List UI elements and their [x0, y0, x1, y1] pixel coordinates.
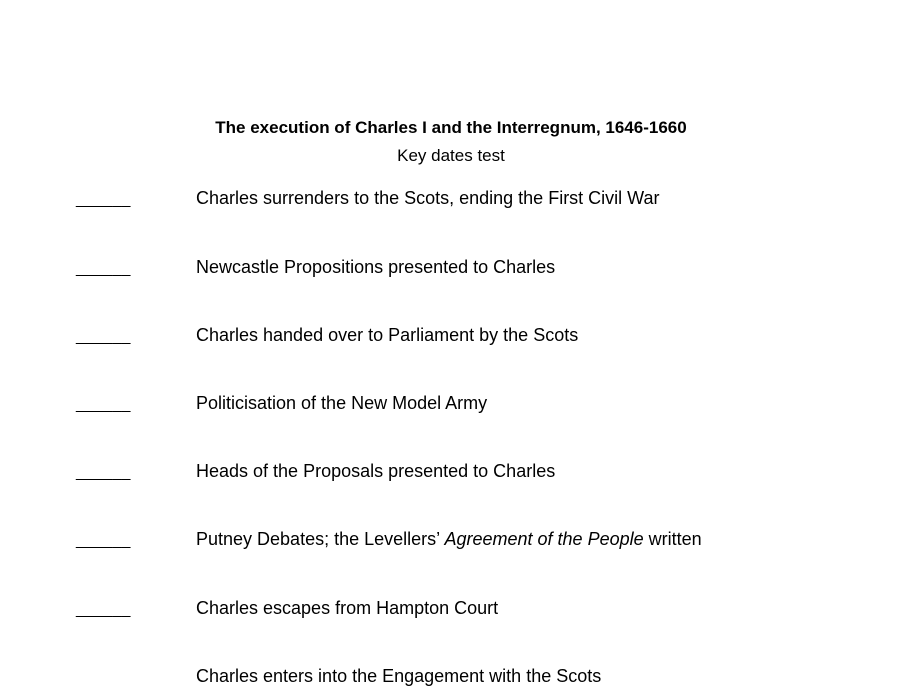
list-item — [0, 323, 902, 347]
item-text-before: Putney Debates; the Levellers’ — [196, 529, 445, 549]
item-text: Newcastle Propositions presented to Charles — [196, 257, 556, 277]
item-text-after: written — [643, 529, 702, 549]
answer-blank[interactable]: ______ — [76, 396, 131, 413]
list-item — [0, 664, 902, 688]
list-item — [0, 186, 902, 210]
list-item — [0, 459, 902, 483]
item-text: Charles handed over to Parliament by the Scots — [196, 325, 579, 345]
item-text: Heads of the Proposals presented to Charles — [196, 461, 556, 481]
item-text: Politicisation of the New Model Army — [196, 393, 488, 413]
item-text: Charles enters into the Engagement with the Scots — [196, 666, 602, 686]
item-text: Charles surrenders to the Scots, ending the First Civil War — [196, 188, 660, 208]
document-title: The execution of Charles I and the Interregnum, 1646-1660 — [215, 118, 687, 137]
list-item — [0, 391, 902, 415]
document-subtitle: Key dates test — [397, 146, 505, 165]
list-item — [0, 527, 902, 551]
list-item — [0, 596, 902, 620]
answer-blank[interactable]: ______ — [76, 328, 131, 345]
answer-blank[interactable]: ______ — [76, 601, 131, 618]
answer-blank[interactable]: ______ — [76, 532, 131, 549]
answer-blank[interactable]: ______ — [76, 464, 131, 481]
item-text-italic-title: Agreement of the People — [444, 529, 644, 549]
item-text: Charles escapes from Hampton Court — [196, 598, 499, 618]
answer-blank[interactable]: ______ — [76, 191, 131, 208]
item-text — [196, 527, 702, 551]
answer-blank[interactable]: ______ — [76, 260, 131, 277]
list-item — [0, 255, 902, 279]
